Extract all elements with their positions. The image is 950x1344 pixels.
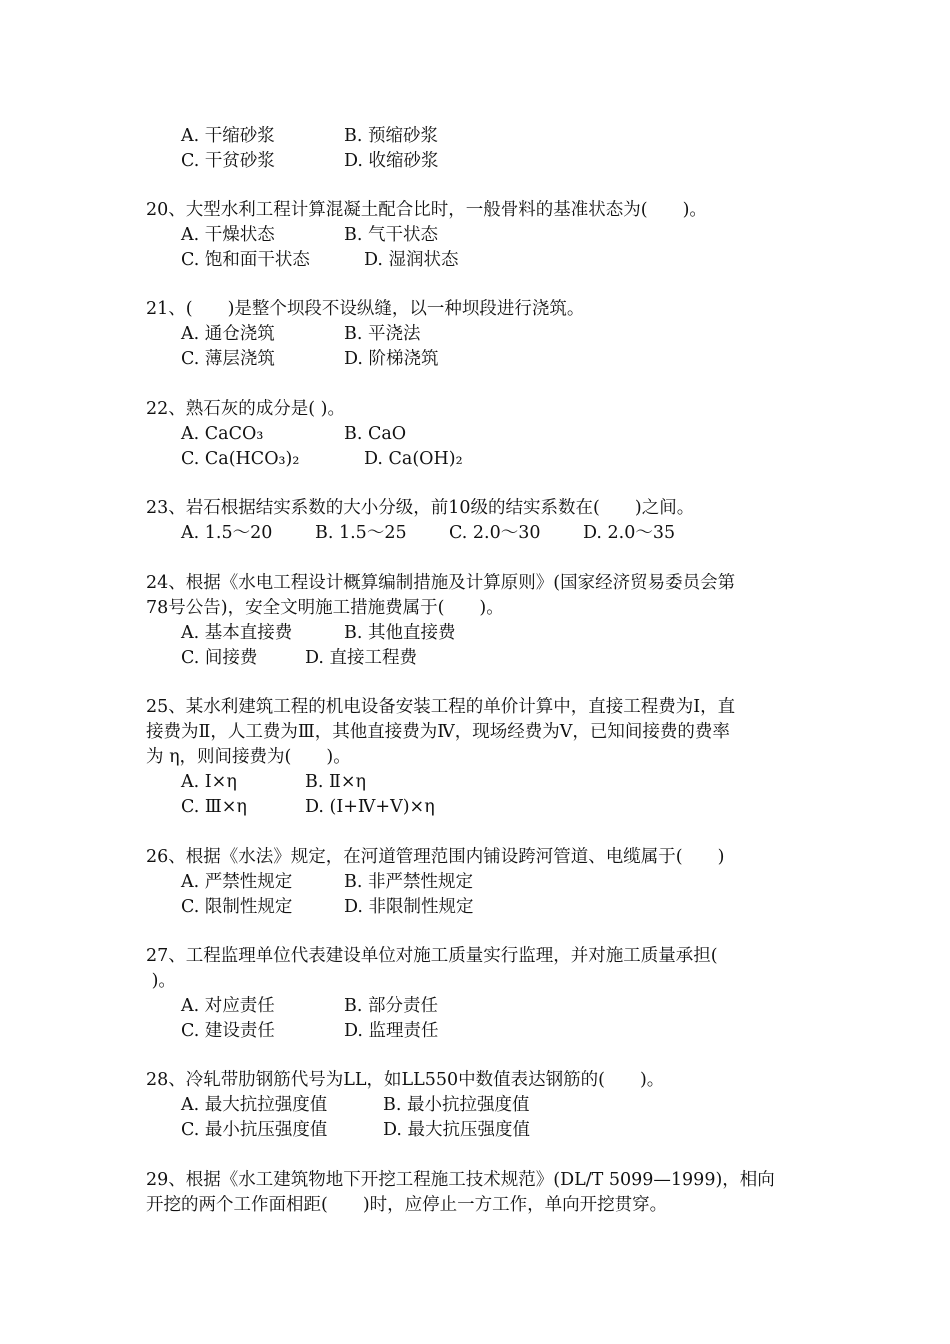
option-a: A. Ⅰ×η — [181, 772, 237, 792]
question-line: 23、岩石根据结实系数的大小分级，前10级的结实系数在( )之间。 — [146, 498, 695, 518]
question-line: 25、某水利建筑工程的机电设备安装工程的单价计算中，直接工程费为Ⅰ，直 — [146, 697, 736, 717]
option-a: C. 饱和面干状态 — [181, 250, 310, 270]
question-text — [146, 1168, 775, 1192]
option-c: C. 2.0～30 — [449, 523, 541, 543]
question-text — [146, 944, 718, 968]
option-a: A. 1.5～20 — [181, 523, 273, 543]
option-b: B. 非严禁性规定 — [344, 872, 473, 892]
question-text — [146, 198, 707, 222]
question-text — [146, 571, 735, 595]
question-text — [146, 297, 584, 321]
question-line: 开挖的两个工作面相距( )时，应停止一方工作，单向开挖贯穿。 — [146, 1195, 668, 1215]
question-text — [146, 845, 724, 869]
question-line: )。 — [146, 971, 176, 991]
question-line: 21、( )是整个坝段不设纵缝，以一种坝段进行浇筑。 — [146, 299, 585, 319]
question-line: 20、大型水利工程计算混凝土配合比时，一般骨料的基准状态为( )。 — [146, 200, 707, 220]
option-b: B. Ⅱ×η — [305, 772, 367, 792]
option-b: B. 其他直接费 — [344, 623, 456, 643]
option-b: D. 监理责任 — [344, 1021, 439, 1041]
question-line: 78号公告)，安全文明施工措施费属于( )。 — [146, 598, 504, 618]
option-a: A. 通仓浇筑 — [181, 324, 275, 344]
option-a: C. 薄层浇筑 — [181, 349, 275, 369]
option-a: A. CaCO₃ — [181, 424, 264, 444]
option-b: D. 最大抗压强度值 — [383, 1120, 531, 1140]
option-b: D. 阶梯浇筑 — [344, 349, 439, 369]
option-b: D. (Ⅰ+Ⅳ+Ⅴ)×η — [305, 797, 435, 817]
question-text — [146, 596, 504, 620]
option-a: A. 基本直接费 — [181, 623, 293, 643]
option-b: B. 部分责任 — [344, 996, 438, 1016]
option-b: D. 湿润状态 — [364, 250, 459, 270]
question-text — [146, 745, 351, 769]
question-text — [146, 496, 694, 520]
option-a: C. 建设责任 — [181, 1021, 275, 1041]
question-text — [146, 969, 176, 993]
question-line: 29、根据《水工建筑物地下开挖工程施工技术规范》(DL/T 5099—1999)，相向 — [146, 1170, 775, 1190]
option-b: B. 1.5～25 — [315, 523, 407, 543]
option-b: D. 收缩砂浆 — [344, 151, 439, 171]
question-text — [146, 397, 345, 421]
option-a: A. 最大抗拉强度值 — [181, 1095, 328, 1115]
option-a: C. 干贫砂浆 — [181, 151, 275, 171]
question-text — [146, 1068, 664, 1092]
option-b: D. 非限制性规定 — [344, 897, 474, 917]
option-a: A. 对应责任 — [181, 996, 275, 1016]
option-b: D. Ca(OH)₂ — [364, 449, 463, 469]
question-line: 28、冷轧带肋钢筋代号为LL，如LL550中数值表达钢筋的( )。 — [146, 1070, 665, 1090]
question-line: 为 η，则间接费为( )。 — [146, 747, 351, 767]
option-a: C. Ca(HCO₃)₂ — [181, 449, 300, 469]
option-b: B. CaO — [344, 424, 407, 444]
option-b: D. 直接工程费 — [305, 648, 418, 668]
option-a: A. 干燥状态 — [181, 225, 275, 245]
option-a: C. 间接费 — [181, 648, 258, 668]
question-line: 24、根据《水电工程设计概算编制措施及计算原则》(国家经济贸易委员会第 — [146, 573, 736, 593]
option-a: A. 干缩砂浆 — [181, 126, 275, 146]
question-text — [146, 1193, 667, 1217]
option-b: B. 最小抗拉强度值 — [383, 1095, 530, 1115]
question-line: 接费为Ⅱ，人工费为Ⅲ，其他直接费为Ⅳ，现场经费为Ⅴ，已知间接费的费率 — [146, 722, 730, 742]
option-b: B. 预缩砂浆 — [344, 126, 438, 146]
question-line: 22、熟石灰的成分是( )。 — [146, 399, 345, 419]
option-a: C. 最小抗压强度值 — [181, 1120, 328, 1140]
question-line: 26、根据《水法》规定，在河道管理范围内铺设跨河管道、电缆属于( ) — [146, 847, 725, 867]
question-text — [146, 720, 730, 744]
question-line: 27、工程监理单位代表建设单位对施工质量实行监理，并对施工质量承担( — [146, 946, 718, 966]
option-a: C. 限制性规定 — [181, 897, 293, 917]
option-b: B. 平浇法 — [344, 324, 421, 344]
option-b: B. 气干状态 — [344, 225, 438, 245]
question-text — [146, 695, 735, 719]
option-a: C. Ⅲ×η — [181, 797, 247, 817]
option-d: D. 2.0～35 — [583, 523, 676, 543]
option-a: A. 严禁性规定 — [181, 872, 293, 892]
